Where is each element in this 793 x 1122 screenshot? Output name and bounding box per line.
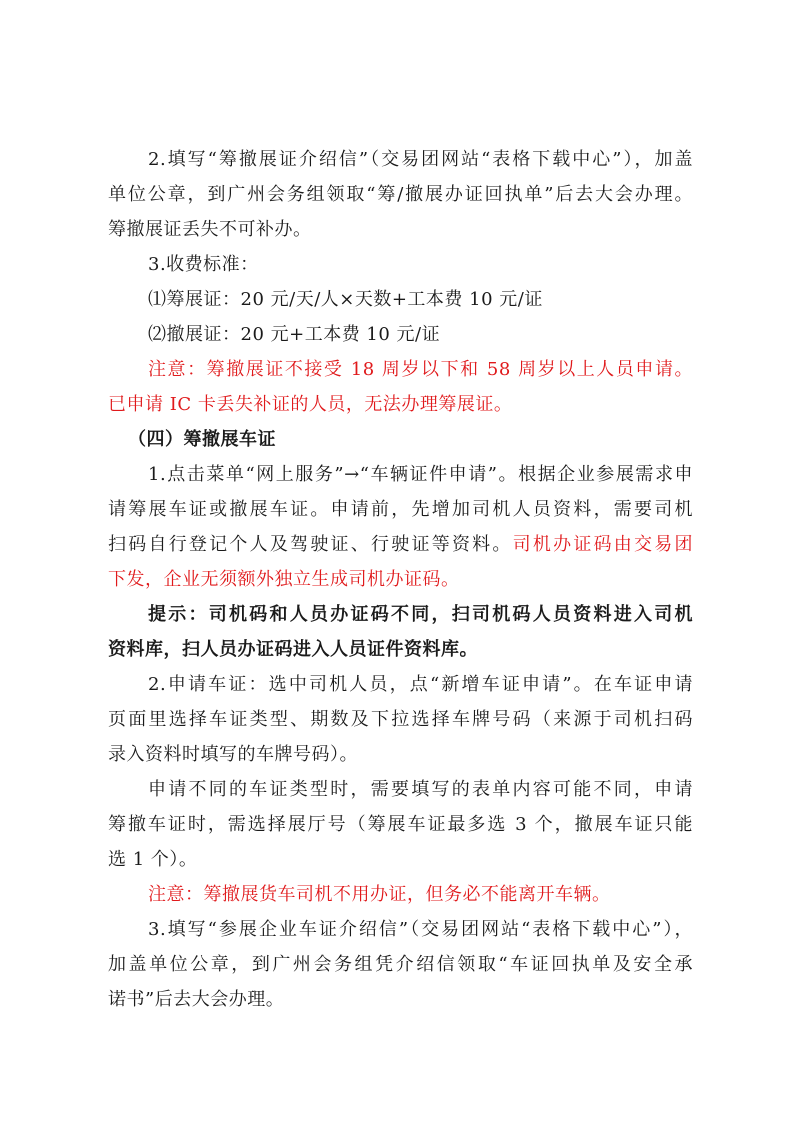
paragraph-line: 诺书”后去大会办理。 — [108, 989, 285, 1010]
paragraph-line: 页面里选择车证类型、期数及下拉选择车牌号码（来源于司机扫码 — [108, 709, 693, 730]
paragraph-line-mixed — [108, 527, 693, 562]
fee-item-teardown-pass: ⑵撤展证：20 元+工本费 10 元/证 — [148, 324, 441, 345]
paragraph-line: 申请不同的车证类型时，需要填写的表单内容可能不同，申请 — [148, 779, 693, 800]
paragraph-line: 筹撤展证丢失不可补办。 — [108, 219, 312, 240]
paragraph-line: 选 1 个）。 — [108, 849, 198, 870]
document-page — [108, 142, 693, 1017]
paragraph-line: 加盖单位公章，到广州会务组凭介绍信领取“车证回执单及安全承 — [108, 954, 693, 975]
fee-item-setup-pass: ⑴筹展证：20 元/天/人×天数+工本费 10 元/证 — [148, 289, 543, 310]
paragraph-line: 2.申请车证：选中司机人员，点“新增车证申请”。在车证申请 — [148, 674, 693, 695]
tip-line: 提示：司机码和人员办证码不同，扫司机码人员资料进入司机 — [148, 604, 693, 625]
paragraph-line: 筹撤车证时，需选择展厅号（筹展车证最多选 3 个，撤展车证只能 — [108, 814, 693, 835]
paragraph-line: 1.点击菜单“网上服务”→“车辆证件申请”。根据企业参展需求申 — [148, 464, 693, 485]
paragraph-line: 录入资料时填写的车牌号码）。 — [108, 744, 358, 765]
section-heading-vehicle-pass: （四）筹撤展车证 — [128, 429, 276, 450]
notice-line: 注意：筹撤展证不接受 18 周岁以下和 58 周岁以上人员申请。 — [148, 359, 693, 380]
paragraph-line: 2.填写“筹撤展证介绍信”（交易团网站“表格下载中心”），加盖 — [148, 149, 693, 170]
notice-line: 注意：筹撤展货车司机不用办证，但务必不能离开车辆。 — [148, 884, 611, 905]
paragraph-line: 请筹展车证或撤展车证。申请前，先增加司机人员资料，需要司机 — [108, 499, 693, 520]
tip-line: 资料库，扫人员办证码进入人员证件资料库。 — [108, 639, 478, 660]
paragraph-line: 3.填写“参展企业车证介绍信”（交易团网站“表格下载中心”）， — [148, 919, 693, 940]
paragraph-line: 单位公章，到广州会务组领取“筹/撤展办证回执单”后去大会办理。 — [108, 184, 693, 205]
fee-standard-heading: 3.收费标准： — [148, 254, 259, 275]
driver-code-notice: 下发，企业无须额外独立生成司机办证码。 — [108, 569, 460, 590]
paragraph-text: 扫码自行登记个人及驾驶证、行驶证等资料。 — [108, 534, 513, 555]
driver-code-notice: 司机办证码由交易团 — [512, 534, 693, 555]
notice-line: 已申请 IC 卡丢失补证的人员，无法办理筹展证。 — [108, 394, 513, 415]
